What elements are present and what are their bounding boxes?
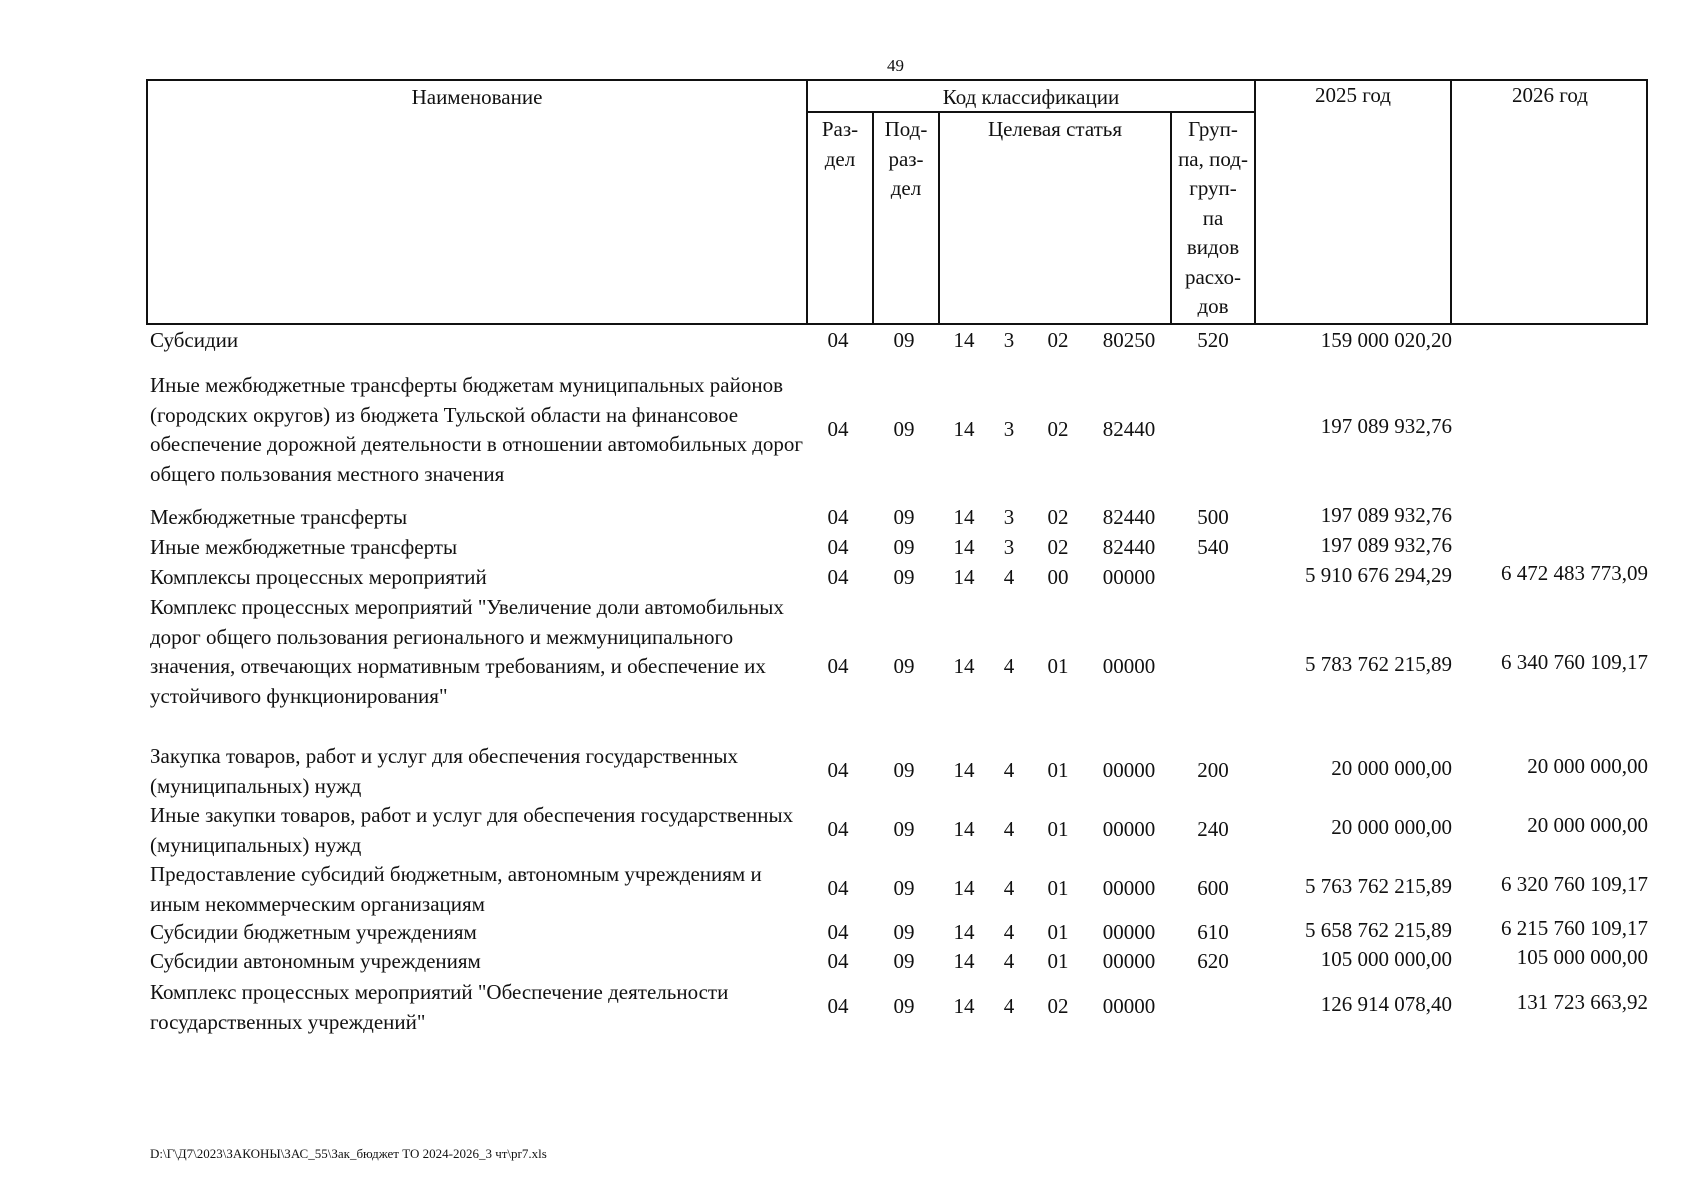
row-cs3: 01 (1047, 876, 1069, 900)
row-cs4: 00000 (1102, 565, 1156, 589)
row-2025: 5 783 762 215,89 (1305, 652, 1452, 676)
row-razdel: 04 (827, 817, 849, 841)
row-2025: 5 910 676 294,29 (1305, 563, 1452, 587)
row-cs3: 01 (1047, 758, 1069, 782)
row-cs4: 00000 (1102, 949, 1156, 973)
row-razdel: 04 (827, 758, 849, 782)
row-cs3: 01 (1047, 949, 1069, 973)
header-expense-group: Груп- па, под- груп- па видов расхо- дов (1178, 117, 1248, 318)
row-podrazdel: 09 (893, 417, 915, 441)
row-podrazdel: 09 (893, 920, 915, 944)
row-podrazdel: 09 (893, 994, 915, 1018)
row-podrazdel: 09 (893, 817, 915, 841)
row-razdel: 04 (827, 654, 849, 678)
row-podrazdel: 09 (893, 565, 915, 589)
row-group: 600 (1197, 876, 1229, 900)
row-cs2: 4 (1003, 920, 1015, 944)
row-cs1: 14 (953, 920, 975, 944)
row-cs2: 4 (1003, 817, 1015, 841)
row-name: Закупка товаров, работ и услуг для обеспечения государственных (муниципальных) нужд (150, 744, 739, 798)
row-name: Иные межбюджетные трансферты (150, 535, 458, 559)
row-2026: 20 000 000,00 (1527, 754, 1648, 778)
row-cs1: 14 (953, 817, 975, 841)
row-cs4: 80250 (1102, 328, 1156, 352)
row-cs2: 4 (1003, 994, 1015, 1018)
row-cs3: 01 (1047, 654, 1069, 678)
row-group: 500 (1197, 505, 1229, 529)
row-razdel: 04 (827, 535, 849, 559)
row-cs4: 00000 (1102, 817, 1156, 841)
page-number: 49 (887, 56, 904, 75)
row-podrazdel: 09 (893, 535, 915, 559)
row-cs4: 00000 (1102, 654, 1156, 678)
row-cs2: 4 (1003, 949, 1015, 973)
row-cs1: 14 (953, 994, 975, 1018)
row-cs2: 4 (1003, 565, 1015, 589)
row-podrazdel: 09 (893, 758, 915, 782)
row-name: Субсидии (150, 328, 239, 352)
footer-file-path: D:\Г\Д7\2023\ЗАКОНЫ\ЗАС_55\Зак_бюджет ТО 2024-2026_3 чт\pr7.xls (150, 1146, 547, 1161)
row-2025: 5 658 762 215,89 (1305, 918, 1452, 942)
row-razdel: 04 (827, 328, 849, 352)
row-name: Предоставление субсидий бюджетным, автономным учреждениям и иным некоммерческим организациям (150, 862, 762, 916)
row-cs4: 00000 (1102, 920, 1156, 944)
row-2026: 6 215 760 109,17 (1501, 916, 1648, 940)
row-2025: 197 089 932,76 (1320, 503, 1452, 527)
row-group: 240 (1197, 817, 1229, 841)
row-razdel: 04 (827, 920, 849, 944)
row-2026: 6 320 760 109,17 (1501, 872, 1648, 896)
row-name: Иные закупки товаров, работ и услуг для обеспечения государственных (муниципальных) нужд (150, 803, 794, 857)
row-2025: 105 000 000,00 (1320, 947, 1452, 971)
row-razdel: 04 (827, 994, 849, 1018)
row-cs1: 14 (953, 535, 975, 559)
row-cs4: 00000 (1102, 994, 1156, 1018)
row-cs1: 14 (953, 758, 975, 782)
row-cs3: 02 (1047, 535, 1069, 559)
row-name: Комплексы процессных мероприятий (150, 565, 487, 589)
row-2026: 6 340 760 109,17 (1501, 650, 1648, 674)
row-group: 610 (1197, 920, 1229, 944)
row-podrazdel: 09 (893, 876, 915, 900)
row-name: Комплекс процессных мероприятий "Обеспечение деятельности государственных учреждений" (150, 980, 729, 1034)
row-cs2: 3 (1003, 417, 1015, 441)
row-name: Комплекс процессных мероприятий "Увеличение доли автомобильных дорог общего пользования регионального и межмуниципального значения, отвечающих нормативным требованиям, и обеспечение их устойчивого функционирования" (150, 595, 784, 708)
row-cs1: 14 (953, 876, 975, 900)
row-name: Субсидии бюджетным учреждениям (150, 920, 477, 944)
row-cs2: 3 (1003, 535, 1015, 559)
row-razdel: 04 (827, 417, 849, 441)
row-cs3: 01 (1047, 920, 1069, 944)
row-cs4: 00000 (1102, 758, 1156, 782)
row-2025: 126 914 078,40 (1320, 992, 1452, 1016)
header-subsection: Под- раз- дел (884, 117, 928, 200)
row-cs1: 14 (953, 654, 975, 678)
row-cs3: 02 (1047, 994, 1069, 1018)
row-cs2: 3 (1003, 328, 1015, 352)
row-cs4: 82440 (1102, 505, 1156, 529)
row-name: Субсидии автономным учреждениям (150, 949, 481, 973)
row-cs1: 14 (953, 328, 975, 352)
row-cs4: 82440 (1102, 535, 1156, 559)
header-year-2026: 2026 год (1512, 83, 1588, 107)
row-2025: 159 000 020,20 (1320, 328, 1452, 352)
row-podrazdel: 09 (893, 949, 915, 973)
row-cs3: 01 (1047, 817, 1069, 841)
row-razdel: 04 (827, 876, 849, 900)
row-cs3: 02 (1047, 328, 1069, 352)
row-group: 520 (1197, 328, 1229, 352)
header-year-2025: 2025 год (1315, 83, 1391, 107)
row-2026: 6 472 483 773,09 (1501, 561, 1648, 585)
row-podrazdel: 09 (893, 328, 915, 352)
row-2025: 197 089 932,76 (1320, 533, 1452, 557)
row-cs1: 14 (953, 565, 975, 589)
row-cs2: 4 (1003, 654, 1015, 678)
row-cs2: 4 (1003, 876, 1015, 900)
row-podrazdel: 09 (893, 654, 915, 678)
row-2025: 5 763 762 215,89 (1305, 874, 1452, 898)
row-2025: 20 000 000,00 (1331, 815, 1452, 839)
row-group: 620 (1197, 949, 1229, 973)
row-razdel: 04 (827, 565, 849, 589)
header-target-article: Целевая статья (987, 117, 1123, 141)
row-podrazdel: 09 (893, 505, 915, 529)
row-razdel: 04 (827, 505, 849, 529)
row-name: Межбюджетные трансферты (150, 505, 408, 529)
row-cs4: 82440 (1102, 417, 1156, 441)
row-cs2: 4 (1003, 758, 1015, 782)
header-section: Раз- дел (821, 117, 859, 171)
row-razdel: 04 (827, 949, 849, 973)
row-cs1: 14 (953, 949, 975, 973)
row-cs1: 14 (953, 505, 975, 529)
header-name: Наименование (411, 85, 543, 109)
row-cs3: 00 (1047, 565, 1069, 589)
row-2026: 20 000 000,00 (1527, 813, 1648, 837)
row-cs2: 3 (1003, 505, 1015, 529)
row-name: Иные межбюджетные трансферты бюджетам муниципальных районов (городских округов) из бюджета Тульской области на финансовое обеспечение дорожной деятельности в отношении автомобильных дорог общего пользования местного значения (150, 373, 804, 486)
row-cs3: 02 (1047, 417, 1069, 441)
row-cs1: 14 (953, 417, 975, 441)
row-2025: 197 089 932,76 (1320, 414, 1452, 438)
table-header (146, 79, 1648, 325)
header-classification-code: Код классификации (942, 85, 1120, 109)
row-2026: 105 000 000,00 (1516, 945, 1648, 969)
row-group: 540 (1197, 535, 1229, 559)
row-cs3: 02 (1047, 505, 1069, 529)
row-2026: 131 723 663,92 (1516, 990, 1648, 1014)
row-cs4: 00000 (1102, 876, 1156, 900)
row-group: 200 (1197, 758, 1229, 782)
row-2025: 20 000 000,00 (1331, 756, 1452, 780)
